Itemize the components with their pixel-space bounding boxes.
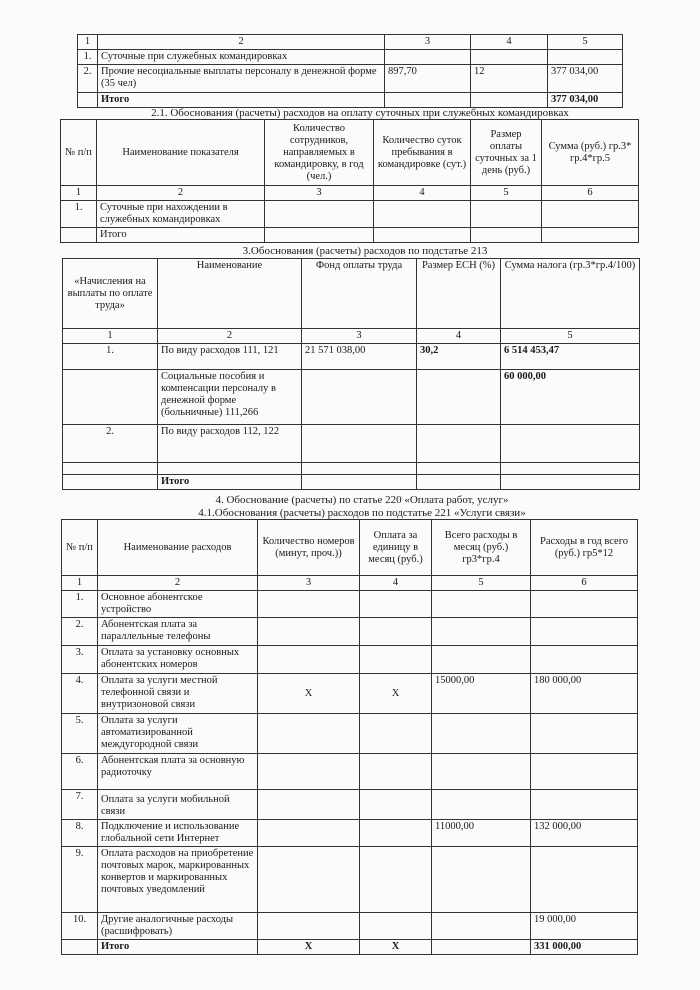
cell — [374, 228, 471, 243]
header-cell: Наименование показателя — [97, 120, 265, 186]
cell — [531, 591, 638, 618]
row-name: Социальные пособия и компенсации персоналу в денежной форме (больничные) 111,266 — [158, 370, 302, 425]
row-number: 7. — [62, 790, 98, 820]
colnum: 3 — [302, 329, 417, 344]
row-number: 4. — [62, 674, 98, 714]
cell — [542, 228, 639, 243]
row-name: Основное абонентское устройство — [98, 591, 258, 618]
cell — [432, 754, 531, 790]
cell — [61, 228, 97, 243]
row-name: Оплата за услуги местной телефонной связи и внутризоновой связи — [98, 674, 258, 714]
cell — [78, 93, 98, 108]
cell-sum: 6 514 453,47 — [501, 344, 640, 370]
colnum: 5 — [432, 576, 531, 591]
total-row — [61, 228, 639, 243]
cell — [471, 93, 548, 108]
colnum: 1 — [61, 186, 97, 201]
row-name: Оплата за услуги автоматизированной междугородной связи — [98, 714, 258, 754]
table-row — [62, 646, 638, 674]
cell — [501, 475, 640, 490]
cell — [531, 618, 638, 646]
row-number: 1. — [62, 591, 98, 618]
row-name: По виду расходов 111, 121 — [158, 344, 302, 370]
header-cell: Размер ЕСН (%) — [417, 259, 501, 329]
cell — [432, 714, 531, 754]
header-cell: «Начисления на выплаты по оплате труда» — [63, 259, 158, 329]
cell — [360, 913, 432, 940]
table-row — [62, 618, 638, 646]
row-name: Прочие несоциальные выплаты персоналу в денежной форме (35 чел) — [98, 65, 385, 93]
table-row — [62, 820, 638, 847]
colnum: 5 — [471, 186, 542, 201]
table-payroll-charges — [62, 258, 640, 490]
cell-fund: 21 571 038,00 — [302, 344, 417, 370]
cell — [548, 50, 623, 65]
colnum: 6 — [531, 576, 638, 591]
table-travel-summary — [77, 34, 623, 108]
cell — [542, 201, 639, 228]
colnum: 4 — [374, 186, 471, 201]
total-row — [62, 940, 638, 955]
row-number: 2. — [62, 618, 98, 646]
cell — [302, 463, 417, 475]
header-row — [63, 259, 640, 329]
cell — [432, 940, 531, 955]
row-name: Суточные при служебных командировках — [98, 50, 385, 65]
cell — [258, 646, 360, 674]
table-row — [62, 847, 638, 913]
row-name: Другие аналогичные расходы (расшифровать) — [98, 913, 258, 940]
row-number: 8. — [62, 820, 98, 847]
row-number: 9. — [62, 847, 98, 913]
colnum: 4 — [417, 329, 501, 344]
total-label: Итого — [98, 940, 258, 955]
table-row — [62, 591, 638, 618]
header-cell: № п/п — [62, 520, 98, 576]
row-number: 1. — [78, 50, 98, 65]
total-label: Итого — [158, 475, 302, 490]
cell — [432, 591, 531, 618]
cell — [360, 714, 432, 754]
cell — [501, 425, 640, 463]
row-name: Оплата за установку основных абонентских номеров — [98, 646, 258, 674]
row-number: 6. — [62, 754, 98, 790]
cell — [432, 646, 531, 674]
header-cell: Количество сотрудников, направляемых в командировку, в год (чел.) — [265, 120, 374, 186]
cell — [385, 93, 471, 108]
table-row — [63, 463, 640, 475]
cell — [432, 618, 531, 646]
row-name: Абонентская плата за основную радиоточку — [98, 754, 258, 790]
caption-3: 3.Обоснования (расчеты) расходов по подстатье 213 — [242, 245, 488, 257]
cell — [258, 591, 360, 618]
header-cell: Сумма налога (гр.3*гр.4/100) — [501, 259, 640, 329]
table-row — [62, 913, 638, 940]
caption-2-1: 2.1. Обоснования (расчеты) расходов на оплату суточных при служебных командировках — [151, 107, 569, 119]
row-number: 2. — [78, 65, 98, 93]
cell — [360, 820, 432, 847]
column-numbers-row — [63, 329, 640, 344]
cell — [158, 463, 302, 475]
column-numbers-row — [78, 35, 623, 50]
colnum: 1 — [62, 576, 98, 591]
table-row — [62, 714, 638, 754]
cell — [302, 425, 417, 463]
table-row — [62, 674, 638, 714]
cell — [360, 847, 432, 913]
cell-month: 15000,00 — [432, 674, 531, 714]
table-row — [63, 425, 640, 463]
cell — [417, 425, 501, 463]
caption-4: 4. Обоснование (расчеты) по статье 220 «Оплата работ, услуг» — [215, 494, 509, 506]
cell-qty: X — [258, 674, 360, 714]
colnum: 2 — [158, 329, 302, 344]
colnum: 4 — [360, 576, 432, 591]
header-cell: Сумма (руб.) гр.3* гр.4*гр.5 — [542, 120, 639, 186]
cell — [258, 820, 360, 847]
table-row — [63, 344, 640, 370]
cell-sum: 60 000,00 — [501, 370, 640, 425]
row-name: Оплата расходов на приобретение почтовых марок, маркированных конвертов и маркированных почтовых уведомлений — [98, 847, 258, 913]
cell — [374, 201, 471, 228]
cell — [531, 646, 638, 674]
total-label: Итого — [98, 93, 385, 108]
row-number: 5. — [62, 714, 98, 754]
colnum: 1 — [63, 329, 158, 344]
colnum: 3 — [265, 186, 374, 201]
cell-month: 11000,00 — [432, 820, 531, 847]
header-cell: Всего расходы в месяц (руб.) гр3*гр.4 — [432, 520, 531, 576]
row-name: Суточные при нахождении в служебных командировках — [97, 201, 265, 228]
table-row — [62, 790, 638, 820]
table-row — [62, 754, 638, 790]
colnum: 2 — [98, 576, 258, 591]
table-communication-services — [61, 519, 638, 955]
cell-rate: 897,70 — [385, 65, 471, 93]
cell — [265, 201, 374, 228]
cell — [432, 847, 531, 913]
cell — [360, 790, 432, 820]
cell — [417, 370, 501, 425]
cell — [501, 463, 640, 475]
cell-months: 12 — [471, 65, 548, 93]
cell — [417, 463, 501, 475]
colnum: 5 — [501, 329, 640, 344]
cell-year: 19 000,00 — [531, 913, 638, 940]
colnum: 6 — [542, 186, 639, 201]
total-value: 377 034,00 — [548, 93, 623, 108]
row-number: 2. — [63, 425, 158, 463]
cell — [265, 228, 374, 243]
row-number: 1. — [63, 344, 158, 370]
colnum: 2 — [97, 186, 265, 201]
cell — [302, 370, 417, 425]
cell — [258, 618, 360, 646]
cell-price: X — [360, 674, 432, 714]
cell — [417, 475, 501, 490]
caption-4-1: 4.1.Обоснования (расчеты) расходов по подстатье 221 «Услуги связи» — [198, 507, 526, 519]
cell — [531, 790, 638, 820]
cell-sum: 377 034,00 — [548, 65, 623, 93]
cell — [360, 646, 432, 674]
cell — [360, 618, 432, 646]
header-cell: Оплата за единицу в месяц (руб.) — [360, 520, 432, 576]
cell — [302, 475, 417, 490]
header-cell: Наименование расходов — [98, 520, 258, 576]
cell — [258, 913, 360, 940]
column-numbers-row — [62, 576, 638, 591]
cell — [258, 790, 360, 820]
cell — [258, 714, 360, 754]
row-name: Оплата за услуги мобильной связи — [98, 790, 258, 820]
total-price: X — [360, 940, 432, 955]
cell — [63, 475, 158, 490]
header-cell: Фонд оплаты труда — [302, 259, 417, 329]
header-cell: Количество номеров (минут, проч.)) — [258, 520, 360, 576]
cell-year: 180 000,00 — [531, 674, 638, 714]
colnum: 5 — [548, 35, 623, 50]
cell — [432, 913, 531, 940]
row-name: Подключение и использование глобальной сети Интернет — [98, 820, 258, 847]
cell — [63, 463, 158, 475]
header-cell: Количество суток пребывания в командировке (сут.) — [374, 120, 471, 186]
colnum: 2 — [98, 35, 385, 50]
header-cell: Размер оплаты суточных за 1 день (руб.) — [471, 120, 542, 186]
cell — [62, 940, 98, 955]
colnum: 1 — [78, 35, 98, 50]
cell — [471, 228, 542, 243]
row-name: Абонентская плата за параллельные телефоны — [98, 618, 258, 646]
table-row — [63, 370, 640, 425]
cell-rate: 30,2 — [417, 344, 501, 370]
cell — [258, 847, 360, 913]
total-label: Итого — [97, 228, 265, 243]
cell — [258, 754, 360, 790]
cell — [531, 754, 638, 790]
cell — [432, 790, 531, 820]
colnum: 3 — [258, 576, 360, 591]
row-number: 3. — [62, 646, 98, 674]
cell — [531, 847, 638, 913]
header-row — [61, 120, 639, 186]
total-row — [63, 475, 640, 490]
table-row — [78, 65, 623, 93]
colnum: 3 — [385, 35, 471, 50]
header-cell: Расходы в год всего (руб.) гр5*12 — [531, 520, 638, 576]
total-year: 331 000,00 — [531, 940, 638, 955]
table-per-diem — [60, 119, 639, 243]
colnum: 4 — [471, 35, 548, 50]
row-number: 10. — [62, 913, 98, 940]
header-row — [62, 520, 638, 576]
header-cell: № п/п — [61, 120, 97, 186]
header-cell: Наименование — [158, 259, 302, 329]
total-row — [78, 93, 623, 108]
cell — [471, 201, 542, 228]
row-number: 1. — [61, 201, 97, 228]
cell — [531, 714, 638, 754]
row-name: По виду расходов 112, 122 — [158, 425, 302, 463]
cell — [385, 50, 471, 65]
cell — [360, 591, 432, 618]
cell-year: 132 000,00 — [531, 820, 638, 847]
cell — [471, 50, 548, 65]
column-numbers-row — [61, 186, 639, 201]
table-row — [78, 50, 623, 65]
cell — [360, 754, 432, 790]
cell — [63, 370, 158, 425]
total-qty: X — [258, 940, 360, 955]
table-row — [61, 201, 639, 228]
